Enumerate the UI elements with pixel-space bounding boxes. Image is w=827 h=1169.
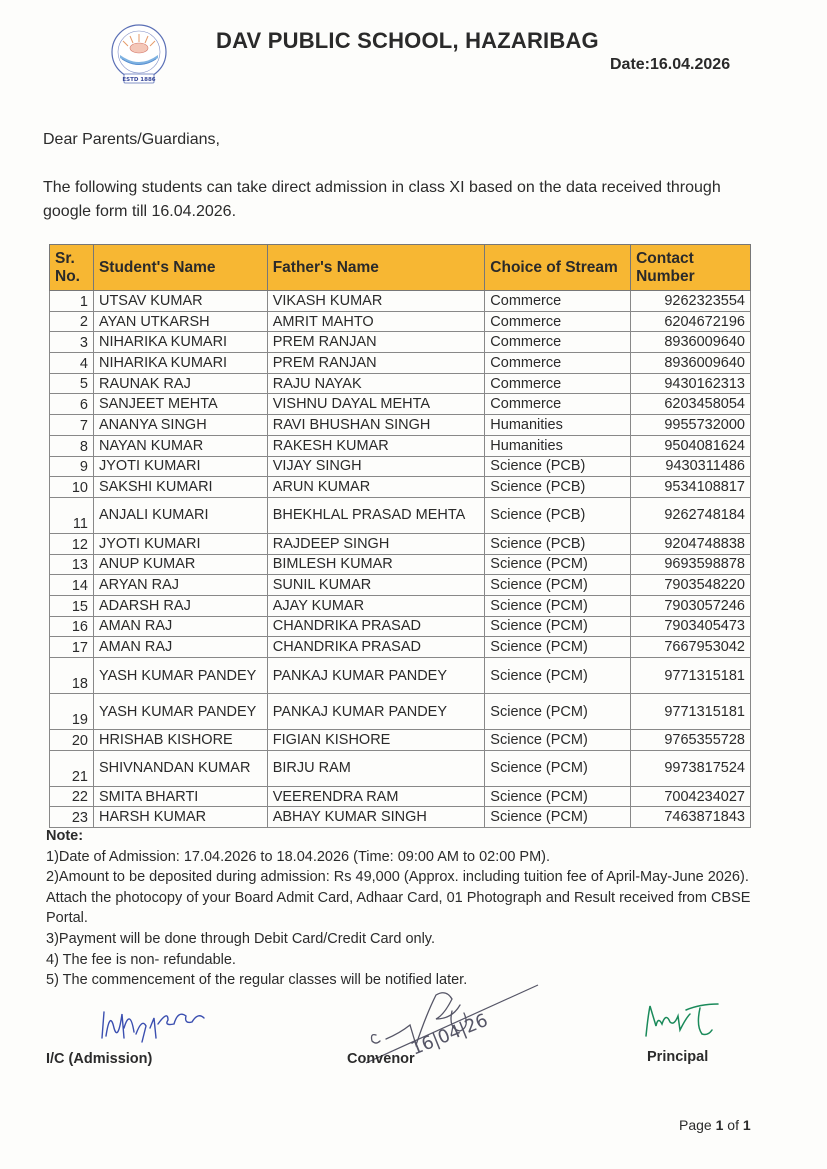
father-name-cell: PREM RANJAN: [267, 332, 485, 353]
contact-number-cell: 9973817524: [631, 750, 751, 786]
stream-cell: Science (PCM): [485, 595, 631, 616]
table-row: [50, 750, 751, 786]
contact-number-cell: 9262323554: [631, 291, 751, 312]
contact-number-cell: 7903548220: [631, 575, 751, 596]
contact-number-cell: 7004234027: [631, 786, 751, 807]
student-name-cell: JYOTI KUMARI: [93, 456, 267, 477]
stream-cell: Science (PCM): [485, 637, 631, 658]
table-row: [50, 616, 751, 637]
stream-cell: Science (PCB): [485, 533, 631, 554]
father-name-cell: VIJAY SINGH: [267, 456, 485, 477]
note-item: 4) The fee is non- refundable.: [46, 951, 236, 968]
student-name-cell: SMITA BHARTI: [93, 786, 267, 807]
table-header-row: [50, 245, 751, 291]
father-name-cell: PANKAJ KUMAR PANDEY: [267, 658, 485, 694]
sr-no-cell: 14: [50, 575, 94, 596]
student-name-cell: NAYAN KUMAR: [93, 435, 267, 456]
student-name-cell: NIHARIKA KUMARI: [93, 353, 267, 374]
table-row: [50, 477, 751, 498]
stream-cell: Science (PCB): [485, 497, 631, 533]
contact-number-cell: 9262748184: [631, 497, 751, 533]
table-row: [50, 497, 751, 533]
sr-no-cell: 4: [50, 353, 94, 374]
table-row: [50, 456, 751, 477]
dav-school-logo-icon: [106, 22, 172, 88]
contact-number-cell: 9765355728: [631, 730, 751, 751]
page-total: 1: [742, 1117, 751, 1133]
contact-number-cell: 9693598878: [631, 554, 751, 575]
sr-no-cell: 11: [50, 497, 94, 533]
father-name-cell: BIMLESH KUMAR: [267, 554, 485, 575]
student-name-cell: UTSAV KUMAR: [93, 291, 267, 312]
stream-cell: Commerce: [485, 394, 631, 415]
note-item: 5) The commencement of the regular classes will be notified later.: [46, 972, 468, 989]
student-name-cell: HARSH KUMAR: [93, 807, 267, 828]
table-row: [50, 694, 751, 730]
table-row: [50, 533, 751, 554]
sr-no-cell: 12: [50, 533, 94, 554]
principal-label: Principal: [647, 1049, 709, 1065]
contact-number-cell: 8936009640: [631, 332, 751, 353]
table-row: [50, 435, 751, 456]
father-name-cell: BHEKHLAL PRASAD MEHTA: [267, 497, 485, 533]
father-name-cell: VIKASH KUMAR: [267, 291, 485, 312]
sr-no-cell: 16: [50, 616, 94, 637]
contact-number-cell: 9955732000: [631, 415, 751, 436]
sr-no-cell: 20: [50, 730, 94, 751]
table-row: [50, 595, 751, 616]
student-name-cell: ANJALI KUMARI: [93, 497, 267, 533]
column-header-stream: Choice of Stream: [485, 245, 631, 291]
contact-number-cell: 7667953042: [631, 637, 751, 658]
sr-no-cell: 3: [50, 332, 94, 353]
admission-signature-icon: [94, 998, 224, 1059]
sr-no-cell: 10: [50, 477, 94, 498]
stream-cell: Science (PCM): [485, 554, 631, 575]
table-row: [50, 394, 751, 415]
sr-no-cell: 9: [50, 456, 94, 477]
stream-cell: Science (PCB): [485, 477, 631, 498]
svg-text:16|04|26: 16|04|26: [408, 1009, 491, 1060]
contact-number-cell: 9771315181: [631, 694, 751, 730]
father-name-cell: SUNIL KUMAR: [267, 575, 485, 596]
intro-paragraph: The following students can take direct admission in class XI based on the data received through google form till 16.04.2026.: [43, 179, 721, 220]
sr-no-cell: 7: [50, 415, 94, 436]
student-name-cell: YASH KUMAR PANDEY: [93, 658, 267, 694]
father-name-cell: CHANDRIKA PRASAD: [267, 637, 485, 658]
stream-cell: Humanities: [485, 435, 631, 456]
admission-incharge-label: I/C (Admission): [46, 1051, 153, 1067]
sr-no-cell: 6: [50, 394, 94, 415]
student-name-cell: SANJEET MEHTA: [93, 394, 267, 415]
contact-number-cell: 9204748838: [631, 533, 751, 554]
student-name-cell: ANUP KUMAR: [93, 554, 267, 575]
father-name-cell: PREM RANJAN: [267, 353, 485, 374]
contact-number-cell: 7903405473: [631, 616, 751, 637]
column-header-sr-no: Sr. No.: [50, 245, 94, 291]
table-row: [50, 353, 751, 374]
sr-no-cell: 17: [50, 637, 94, 658]
column-header-father-name: Father's Name: [267, 245, 485, 291]
father-name-cell: RAJDEEP SINGH: [267, 533, 485, 554]
sr-no-cell: 23: [50, 807, 94, 828]
table-row: [50, 373, 751, 394]
table-row: [50, 786, 751, 807]
student-name-cell: ANANYA SINGH: [93, 415, 267, 436]
student-name-cell: NIHARIKA KUMARI: [93, 332, 267, 353]
contact-number-cell: 7463871843: [631, 807, 751, 828]
sr-no-cell: 22: [50, 786, 94, 807]
table-row: [50, 554, 751, 575]
sr-no-cell: 21: [50, 750, 94, 786]
father-name-cell: PANKAJ KUMAR PANDEY: [267, 694, 485, 730]
table-row: [50, 291, 751, 312]
sr-no-cell: 8: [50, 435, 94, 456]
sr-no-cell: 13: [50, 554, 94, 575]
table-body: [50, 291, 751, 828]
father-name-cell: BIRJU RAM: [267, 750, 485, 786]
student-name-cell: SHIVNANDAN KUMAR: [93, 750, 267, 786]
school-name: DAV PUBLIC SCHOOL, HAZARIBAG: [216, 28, 599, 53]
stream-cell: Commerce: [485, 291, 631, 312]
student-name-cell: AYAN UTKARSH: [93, 311, 267, 332]
stream-cell: Science (PCB): [485, 456, 631, 477]
stream-cell: Humanities: [485, 415, 631, 436]
contact-number-cell: 9430162313: [631, 373, 751, 394]
contact-number-cell: 7903057246: [631, 595, 751, 616]
notes-title: Note:: [46, 828, 84, 844]
principal-signature-icon: [640, 996, 730, 1047]
table-row: [50, 332, 751, 353]
table-row: [50, 637, 751, 658]
page-prefix: Page: [679, 1117, 716, 1133]
stream-cell: Science (PCM): [485, 807, 631, 828]
note-item: 3)Payment will be done through Debit Card/Credit Card only.: [46, 930, 436, 947]
table-row: [50, 807, 751, 828]
contact-number-cell: 6203458054: [631, 394, 751, 415]
stream-cell: Commerce: [485, 353, 631, 374]
student-name-cell: JYOTI KUMARI: [93, 533, 267, 554]
student-name-cell: AMAN RAJ: [93, 616, 267, 637]
contact-number-cell: 6204672196: [631, 311, 751, 332]
stream-cell: Science (PCM): [485, 616, 631, 637]
column-header-contact-number: Contact Number: [631, 245, 751, 291]
student-name-cell: RAUNAK RAJ: [93, 373, 267, 394]
page-current: 1: [715, 1117, 724, 1133]
father-name-cell: RAKESH KUMAR: [267, 435, 485, 456]
sr-no-cell: 15: [50, 595, 94, 616]
student-name-cell: ARYAN RAJ: [93, 575, 267, 596]
logo-caption: ESTD 1886: [122, 77, 156, 83]
notes-section: [46, 826, 766, 991]
father-name-cell: RAVI BHUSHAN SINGH: [267, 415, 485, 436]
table-row: [50, 415, 751, 436]
contact-number-cell: 9534108817: [631, 477, 751, 498]
student-name-cell: ADARSH RAJ: [93, 595, 267, 616]
sr-no-cell: 18: [50, 658, 94, 694]
sr-no-cell: 5: [50, 373, 94, 394]
student-name-cell: YASH KUMAR PANDEY: [93, 694, 267, 730]
note-item: 2)Amount to be deposited during admission: Rs 49,000 (Approx. including tuition fee of April-May-June 2026). Attach the photocopy of your Board Admit Card, Adhaar Card, 01 Photograph and Result received from CBSE Portal.: [46, 869, 751, 927]
page-number: [679, 1117, 751, 1133]
student-name-cell: SAKSHI KUMARI: [93, 477, 267, 498]
father-name-cell: FIGIAN KISHORE: [267, 730, 485, 751]
father-name-cell: CHANDRIKA PRASAD: [267, 616, 485, 637]
stream-cell: Science (PCM): [485, 694, 631, 730]
student-name-cell: HRISHAB KISHORE: [93, 730, 267, 751]
contact-number-cell: 9504081624: [631, 435, 751, 456]
father-name-cell: RAJU NAYAK: [267, 373, 485, 394]
student-name-cell: AMAN RAJ: [93, 637, 267, 658]
convenor-label: Convenor: [347, 1051, 415, 1067]
father-name-cell: VEERENDRA RAM: [267, 786, 485, 807]
sr-no-cell: 19: [50, 694, 94, 730]
salutation: Dear Parents/Guardians,: [43, 131, 220, 148]
father-name-cell: VISHNU DAYAL MEHTA: [267, 394, 485, 415]
table-row: [50, 730, 751, 751]
column-header-student-name: Student's Name: [93, 245, 267, 291]
contact-number-cell: 9771315181: [631, 658, 751, 694]
table-row: [50, 311, 751, 332]
page-mid: of: [723, 1117, 743, 1133]
stream-cell: Commerce: [485, 311, 631, 332]
father-name-cell: AJAY KUMAR: [267, 595, 485, 616]
stream-cell: Science (PCM): [485, 730, 631, 751]
contact-number-cell: 8936009640: [631, 353, 751, 374]
stream-cell: Science (PCM): [485, 575, 631, 596]
sr-no-cell: 1: [50, 291, 94, 312]
note-item: 1)Date of Admission: 17.04.2026 to 18.04.2026 (Time: 09:00 AM to 02:00 PM).: [46, 848, 551, 865]
contact-number-cell: 9430311486: [631, 456, 751, 477]
stream-cell: Commerce: [485, 332, 631, 353]
admission-students-table: [49, 244, 751, 828]
table-row: [50, 658, 751, 694]
stream-cell: Science (PCM): [485, 658, 631, 694]
table-row: [50, 575, 751, 596]
stream-cell: Science (PCM): [485, 750, 631, 786]
father-name-cell: ARUN KUMAR: [267, 477, 485, 498]
notice-date: Date:16.04.2026: [610, 56, 731, 73]
stream-cell: Commerce: [485, 373, 631, 394]
father-name-cell: ABHAY KUMAR SINGH: [267, 807, 485, 828]
sr-no-cell: 2: [50, 311, 94, 332]
stream-cell: Science (PCM): [485, 786, 631, 807]
father-name-cell: AMRIT MAHTO: [267, 311, 485, 332]
